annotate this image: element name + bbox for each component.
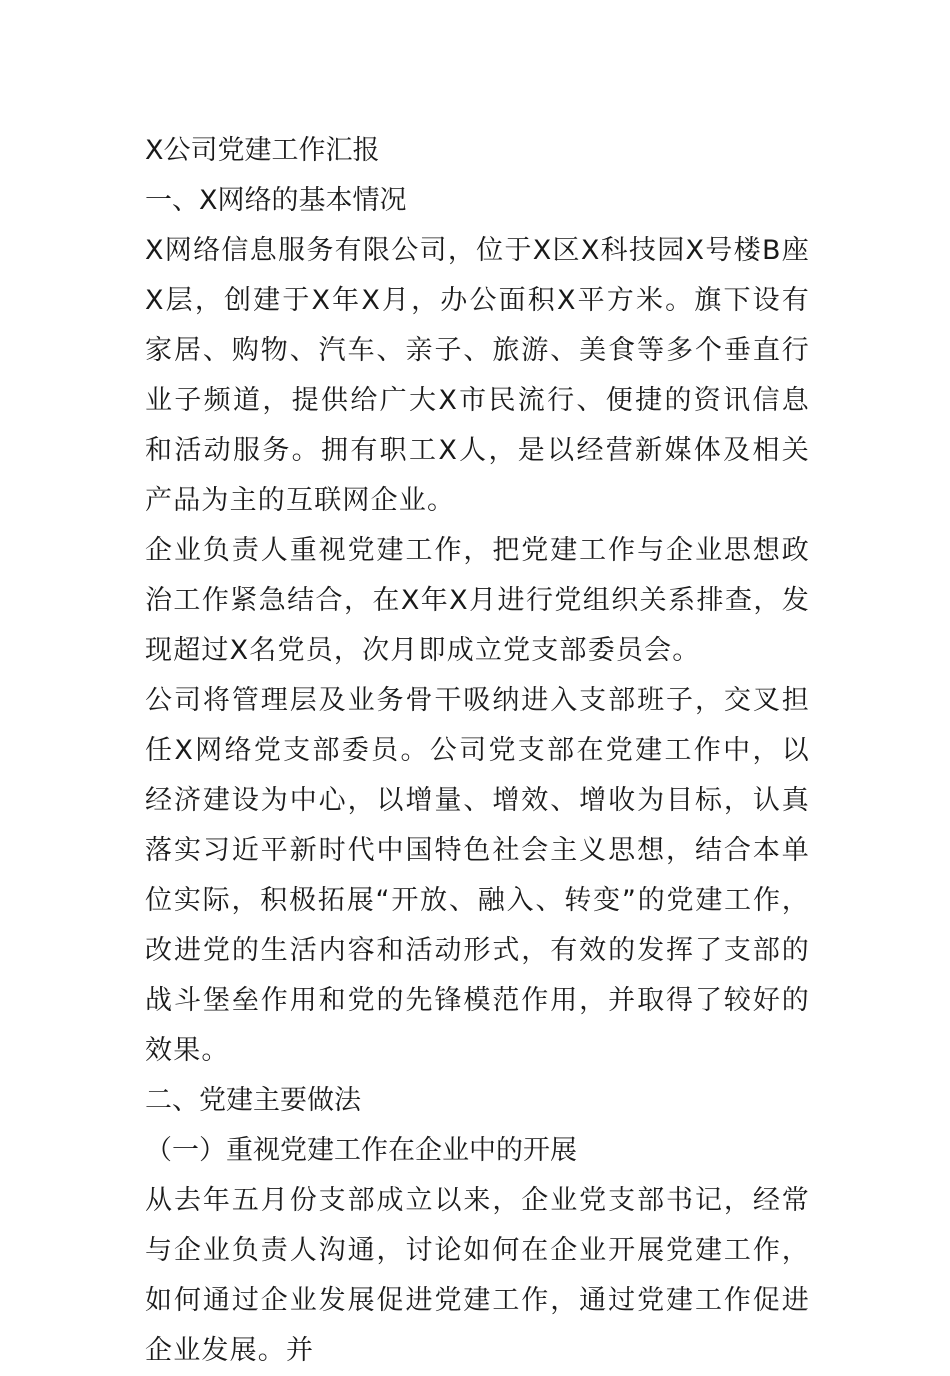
paragraph-branch-work: 公司将管理层及业务骨干吸纳进入支部班子，交叉担任X网络党支部委员。公司党支部在党建工作中，以经济建设为中心，以增量、增效、增收为目标，认真落实习近平新时代中国特色社会主义思想，结合本单位实际，积极拓展“开放、融入、转变”的党建工作，改进党的生活内容和活动形式，有效的发挥了支部的战斗堡垒作用和党的先锋模范作用，并取得了较好的效果。 [145, 685, 810, 1066]
subsection-heading-1: （一）重视党建工作在企业中的开展 [145, 1135, 577, 1166]
section-heading-main-practices: 二、党建主要做法 [145, 1085, 361, 1116]
paragraph-party-branch-founding: 企业负责人重视党建工作，把党建工作与企业思想政治工作紧急结合，在X年X月进行党组织关系排查，发现超过X名党员，次月即成立党支部委员会。 [145, 535, 810, 666]
document-body [145, 126, 810, 1376]
paragraph-communication: 从去年五月份支部成立以来，企业党支部书记，经常与企业负责人沟通，讨论如何在企业开展党建工作，如何通过企业发展促进党建工作，通过党建工作促进企业发展。并 [145, 1185, 810, 1366]
document-title: X公司党建工作汇报 [145, 135, 380, 166]
paragraph-company-overview: X网络信息服务有限公司，位于X区X科技园X号楼B座X层，创建于X年X月，办公面积X平方米。旗下设有家居、购物、汽车、亲子、旅游、美食等多个垂直行业子频道，提供给广大X市民流行、便捷的资讯信息和活动服务。拥有职工X人，是以经营新媒体及相关产品为主的互联网企业。 [145, 235, 810, 516]
section-heading-basic-info: 一、X网络的基本情况 [145, 185, 407, 216]
